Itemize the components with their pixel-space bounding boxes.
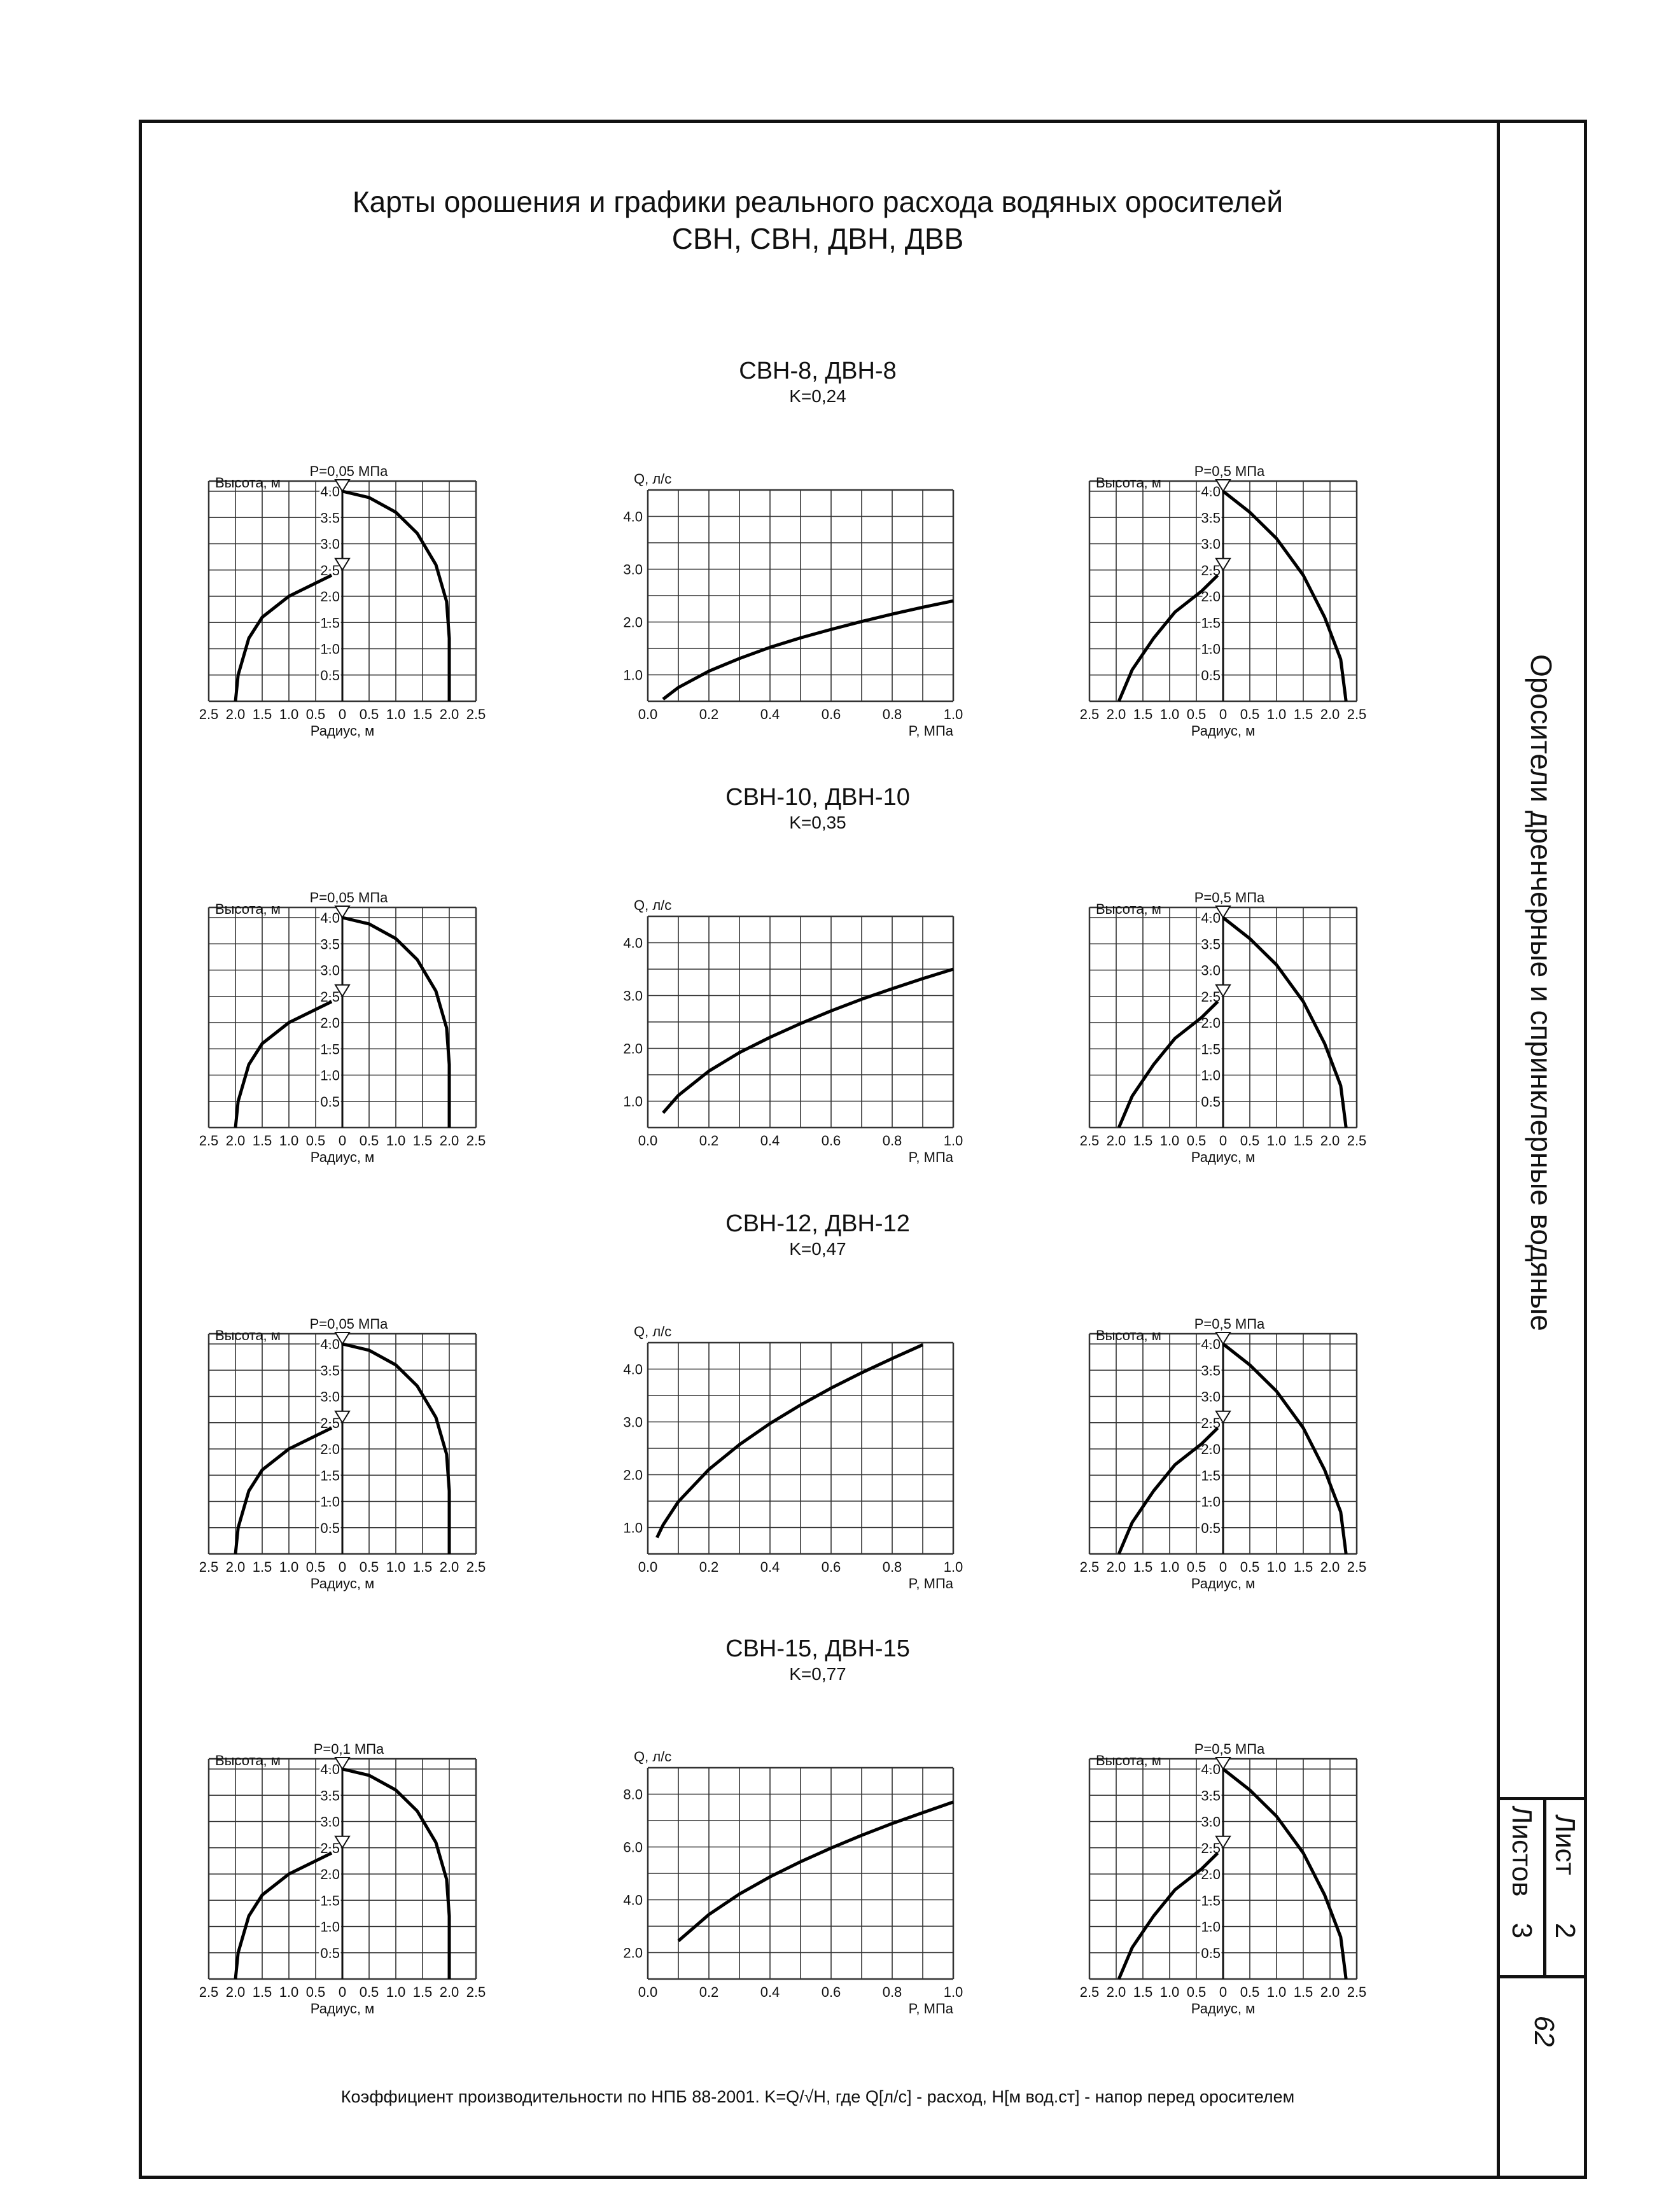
height-tick-label: 3.5 [1201,936,1221,953]
height-tick-label: 2.0 [1201,1866,1221,1882]
radius-tick-label: 1.5 [1133,706,1153,722]
radius-tick-label: 1.5 [1293,1559,1313,1575]
flow-chart [597,879,991,1165]
section-k: K=0,47 [789,1239,846,1259]
q-tick-label: 6.0 [623,1839,643,1856]
height-tick-label: 2.5 [1201,1840,1221,1856]
height-tick-label: 3.5 [1201,510,1221,526]
title-line-2: СВН, СВН, ДВН, ДВВ [671,222,964,255]
p-tick-label: 0.6 [821,706,841,722]
section-name: СВН-10, ДВН-10 [725,784,910,811]
height-tick-label: 1.5 [1201,1892,1221,1909]
q-axis-label: Q, л/с [634,1749,672,1765]
height-tick-label: 2.0 [1201,589,1221,605]
radius-axis-label: Радиус, м [310,1149,375,1165]
height-axis-label: Высота, м [1096,1327,1161,1343]
height-tick-label: 1.0 [1201,641,1221,657]
radius-tick-label: 2.5 [1079,706,1100,722]
p-axis-label: P, МПа [908,723,953,739]
radius-tick-label: 0.5 [1240,1984,1260,2000]
radius-tick-label: 2.0 [225,1559,246,1575]
section-k: K=0,77 [789,1664,846,1684]
radius-axis-label: Радиус, м [1191,1576,1256,1591]
height-tick-label: 0.5 [1201,1093,1221,1110]
radius-tick-label: 1.0 [1266,1984,1287,2000]
flow-chart [597,1306,991,1591]
radius-axis-label: Радиус, м [310,723,375,739]
flow-curve [657,1345,923,1537]
section-heading-1 [139,358,1497,407]
radius-tick-label: 2.0 [225,706,246,722]
radius-tick-label: 2.5 [1079,1984,1100,2000]
handwritten-page-number: 62 [1528,2015,1560,2046]
q-tick-label: 1.0 [623,1093,643,1110]
radius-axis-label: Радиус, м [310,2001,375,2017]
radius-tick-label: 2.0 [439,1559,459,1575]
height-tick-label: 2.0 [320,1441,340,1457]
height-tick-label: 3.0 [320,536,340,552]
radius-tick-label: 0.5 [359,706,379,722]
pressure-label: P=0,5 МПа [1194,1741,1265,1757]
height-tick-label: 4.0 [1201,1761,1221,1777]
height-tick-label: 4.0 [320,910,340,926]
p-tick-label: 0.2 [699,1133,719,1149]
q-axis-label: Q, л/с [634,1324,672,1339]
height-tick-label: 3.0 [1201,1814,1221,1830]
height-tick-label: 2.0 [1201,1015,1221,1031]
height-tick-label: 1.5 [320,1467,340,1484]
p-tick-label: 0.0 [638,1559,658,1575]
height-tick-label: 4.0 [320,1336,340,1352]
flow-curve [663,601,953,699]
radius-tick-label: 1.5 [1293,1984,1313,2000]
radius-tick-label: 2.0 [439,1133,459,1149]
pressure-label: P=0,5 МПа [1194,463,1265,479]
radius-tick-label: 1.0 [279,1559,299,1575]
height-tick-label: 0.5 [1201,1945,1221,1961]
height-tick-label: 0.5 [320,1520,340,1536]
spray-curve-inner [235,1428,332,1554]
p-tick-label: 0.4 [760,706,780,722]
radius-tick-label: 1.5 [1293,1133,1313,1149]
height-tick-label: 1.0 [320,1067,340,1084]
page-number-cell [1500,1975,1587,2083]
spray-map-high-pressure [1045,453,1401,739]
height-tick-label: 2.0 [320,1866,340,1882]
p-tick-label: 0.8 [882,706,902,722]
pressure-label: P=0,5 МПа [1194,1316,1265,1332]
height-tick-label: 0.5 [320,1945,340,1961]
p-tick-label: 1.0 [943,1984,963,2000]
page-title [139,183,1497,257]
q-tick-label: 4.0 [623,1361,643,1378]
radius-tick-label: 2.0 [225,1984,246,2000]
height-tick-label: 2.0 [320,1015,340,1031]
height-tick-label: 2.0 [320,589,340,605]
q-tick-label: 8.0 [623,1786,643,1803]
height-tick-label: 3.0 [1201,1388,1221,1405]
height-tick-label: 2.5 [320,988,340,1005]
radius-tick-label: 2.0 [225,1133,246,1149]
radius-tick-label: 2.0 [1320,1133,1340,1149]
height-tick-label: 1.0 [1201,1919,1221,1935]
radius-tick-label: 1.0 [386,1984,406,2000]
radius-tick-label: 2.5 [1347,1133,1367,1149]
pressure-label: P=0,05 МПа [309,1316,388,1332]
spray-map-low-pressure [164,879,521,1165]
height-tick-label: 1.5 [320,615,340,631]
height-tick-label: 2.5 [1201,562,1221,578]
radius-tick-label: 2.5 [1347,1984,1367,2000]
flow-chart [597,453,991,739]
sheet-number: 2 [1550,1922,1581,1939]
q-tick-label: 2.0 [623,1040,643,1057]
pressure-label: P=0,1 МПа [313,1741,384,1757]
q-tick-label: 3.0 [623,561,643,578]
p-tick-label: 1.0 [943,1133,963,1149]
radius-tick-label: 1.5 [1133,1984,1153,2000]
height-axis-label: Высота, м [1096,475,1161,491]
radius-tick-label: 1.0 [1266,1133,1287,1149]
radius-tick-label: 1.5 [412,1559,433,1575]
height-tick-label: 3.5 [320,510,340,526]
height-tick-label: 2.5 [1201,988,1221,1005]
height-tick-label: 1.5 [1201,1467,1221,1484]
height-tick-label: 3.5 [320,1787,340,1804]
radius-tick-label: 2.0 [439,1984,459,2000]
pressure-label: P=0,05 МПа [309,463,388,479]
radius-tick-label: 0 [338,706,347,722]
radius-tick-label: 2.0 [1320,706,1340,722]
radius-tick-label: 0 [338,1984,347,2000]
section-name: СВН-12, ДВН-12 [725,1210,910,1237]
spray-map-high-pressure [1045,1731,1401,2017]
p-axis-label: P, МПа [908,2001,953,2017]
radius-tick-label: 1.0 [1159,1984,1180,2000]
sheet-cell [1500,1797,1587,1975]
height-tick-label: 0.5 [1201,667,1221,683]
radius-tick-label: 1.5 [412,1984,433,2000]
p-tick-label: 0.6 [821,1133,841,1149]
q-axis-label: Q, л/с [634,897,672,913]
height-tick-label: 1.0 [320,1493,340,1510]
radius-tick-label: 1.5 [252,1133,272,1149]
height-tick-label: 3.5 [320,936,340,953]
pressure-label: P=0,05 МПа [309,890,388,906]
sheet-label: Лист [1550,1814,1581,1875]
height-tick-label: 1.5 [320,1041,340,1058]
p-tick-label: 0.0 [638,1133,658,1149]
q-axis-label: Q, л/с [634,471,672,487]
p-tick-label: 0.4 [760,1984,780,2000]
height-tick-label: 4.0 [1201,910,1221,926]
spray-map-low-pressure [164,1731,521,2017]
radius-tick-label: 0.5 [305,1133,326,1149]
p-tick-label: 0.6 [821,1559,841,1575]
radius-tick-label: 2.0 [1320,1984,1340,2000]
section-k: K=0,24 [789,386,846,406]
p-tick-label: 0.8 [882,1984,902,2000]
spray-curve-inner [235,575,332,701]
radius-tick-label: 0.5 [1240,1559,1260,1575]
radius-tick-label: 1.5 [252,1984,272,2000]
radius-tick-label: 0.5 [305,1559,326,1575]
height-tick-label: 3.0 [320,1814,340,1830]
p-tick-label: 1.0 [943,706,963,722]
flow-curve [663,969,953,1113]
radius-tick-label: 1.5 [412,1133,433,1149]
spray-curve-inner [235,1002,332,1128]
radius-tick-label: 2.5 [199,706,219,722]
radius-tick-label: 2.5 [1079,1133,1100,1149]
p-tick-label: 0.2 [699,1559,719,1575]
sheets-number: 3 [1506,1922,1537,1939]
height-tick-label: 2.0 [1201,1441,1221,1457]
radius-tick-label: 2.5 [1347,706,1367,722]
radius-tick-label: 0 [1219,1133,1228,1149]
radius-tick-label: 1.0 [386,1133,406,1149]
height-tick-label: 1.0 [320,1919,340,1935]
q-tick-label: 1.0 [623,1520,643,1536]
radius-tick-label: 0 [338,1133,347,1149]
q-tick-label: 4.0 [623,935,643,951]
radius-tick-label: 2.5 [466,706,486,722]
radius-tick-label: 2.5 [1347,1559,1367,1575]
section-heading-3 [139,1210,1497,1259]
side-title [1509,547,1573,1438]
height-tick-label: 2.5 [320,1840,340,1856]
q-tick-label: 2.0 [623,614,643,631]
radius-tick-label: 0.5 [359,1133,379,1149]
height-tick-label: 0.5 [320,667,340,683]
radius-tick-label: 0 [338,1559,347,1575]
q-tick-label: 3.0 [623,1414,643,1430]
height-axis-label: Высота, м [215,1327,281,1343]
p-tick-label: 0.0 [638,1984,658,2000]
q-tick-label: 1.0 [623,667,643,683]
p-axis-label: P, МПа [908,1576,953,1591]
sheets-label: Листов [1506,1805,1537,1897]
radius-tick-label: 2.5 [199,1133,219,1149]
height-axis-label: Высота, м [1096,901,1161,917]
height-tick-label: 1.0 [1201,1493,1221,1510]
p-tick-label: 0.8 [882,1559,902,1575]
height-tick-label: 4.0 [320,484,340,500]
radius-tick-label: 2.5 [1079,1559,1100,1575]
p-tick-label: 0.2 [699,1984,719,2000]
radius-tick-label: 2.5 [199,1559,219,1575]
title-line-1: Карты орошения и графики реального расхода водяных оросителей [352,185,1284,218]
radius-axis-label: Радиус, м [1191,2001,1256,2017]
p-tick-label: 0.4 [760,1559,780,1575]
radius-tick-label: 0 [1219,1559,1228,1575]
height-tick-label: 2.5 [320,1415,340,1431]
radius-tick-label: 0.5 [1186,1984,1207,2000]
q-tick-label: 4.0 [623,508,643,525]
height-tick-label: 3.0 [1201,536,1221,552]
height-tick-label: 3.5 [1201,1362,1221,1379]
section-name: СВН-8, ДВН-8 [739,358,897,384]
height-tick-label: 0.5 [320,1093,340,1110]
radius-tick-label: 2.5 [466,1559,486,1575]
p-tick-label: 0.0 [638,706,658,722]
pressure-label: P=0,5 МПа [1194,890,1265,906]
height-tick-label: 3.0 [320,962,340,979]
height-tick-label: 4.0 [320,1761,340,1777]
q-tick-label: 2.0 [623,1945,643,1961]
radius-tick-label: 0 [1219,706,1228,722]
height-tick-label: 0.5 [1201,1520,1221,1536]
radius-tick-label: 0.5 [1186,1559,1207,1575]
radius-tick-label: 0.5 [1240,706,1260,722]
radius-tick-label: 2.0 [1106,1559,1126,1575]
spray-map-low-pressure [164,1306,521,1591]
height-tick-label: 1.0 [320,641,340,657]
radius-tick-label: 2.0 [1106,1984,1126,2000]
p-tick-label: 0.2 [699,706,719,722]
section-heading-2 [139,784,1497,833]
height-tick-label: 2.5 [1201,1415,1221,1431]
radius-tick-label: 2.0 [1106,706,1126,722]
height-tick-label: 1.0 [1201,1067,1221,1084]
flow-chart [597,1731,991,2017]
p-tick-label: 0.6 [821,1984,841,2000]
footnote: Коэффициент производительности по НПБ 88-2001. K=Q/√H, где Q[л/с] - расход, H[м вод.ст] - напор перед оросителем [340,2087,1295,2106]
radius-tick-label: 2.0 [1320,1559,1340,1575]
height-tick-label: 4.0 [1201,484,1221,500]
spray-curve-inner [235,1853,332,1979]
radius-tick-label: 0.5 [1240,1133,1260,1149]
radius-tick-label: 1.0 [386,1559,406,1575]
height-tick-label: 3.5 [320,1362,340,1379]
radius-tick-label: 0 [1219,1984,1228,2000]
radius-axis-label: Радиус, м [310,1576,375,1591]
radius-axis-label: Радиус, м [1191,1149,1256,1165]
height-tick-label: 1.5 [320,1892,340,1909]
height-tick-label: 3.5 [1201,1787,1221,1804]
height-axis-label: Высота, м [215,901,281,917]
height-tick-label: 1.5 [1201,615,1221,631]
radius-tick-label: 0.5 [305,1984,326,2000]
radius-tick-label: 0.5 [359,1559,379,1575]
radius-tick-label: 0.5 [359,1984,379,2000]
height-axis-label: Высота, м [1096,1752,1161,1768]
radius-tick-label: 1.0 [1159,706,1180,722]
height-tick-label: 1.5 [1201,1041,1221,1058]
section-name: СВН-15, ДВН-15 [725,1635,910,1662]
q-tick-label: 3.0 [623,988,643,1004]
radius-tick-label: 1.0 [279,1984,299,2000]
spray-map-low-pressure [164,453,521,739]
radius-tick-label: 0.5 [1186,706,1207,722]
p-tick-label: 0.8 [882,1133,902,1149]
radius-tick-label: 1.0 [1266,706,1287,722]
radius-tick-label: 2.5 [466,1984,486,2000]
height-tick-label: 3.0 [320,1388,340,1405]
height-tick-label: 3.0 [1201,962,1221,979]
radius-tick-label: 2.0 [1106,1133,1126,1149]
spray-map-high-pressure [1045,879,1401,1165]
radius-tick-label: 2.5 [199,1984,219,2000]
height-axis-label: Высота, м [215,1752,281,1768]
q-tick-label: 2.0 [623,1467,643,1483]
height-axis-label: Высота, м [215,475,281,491]
radius-tick-label: 1.5 [1133,1559,1153,1575]
radius-tick-label: 1.5 [252,706,272,722]
q-tick-label: 4.0 [623,1892,643,1908]
radius-tick-label: 1.0 [386,706,406,722]
radius-tick-label: 1.0 [279,706,299,722]
section-k: K=0,35 [789,813,846,832]
section-heading-4 [139,1635,1497,1684]
p-tick-label: 0.4 [760,1133,780,1149]
spray-map-high-pressure [1045,1306,1401,1591]
radius-tick-label: 1.0 [1159,1133,1180,1149]
radius-tick-label: 0.5 [1186,1133,1207,1149]
radius-tick-label: 1.5 [1133,1133,1153,1149]
side-title-text: Оросители дренчерные и спринклерные водяные [1525,654,1558,1331]
radius-tick-label: 2.0 [439,706,459,722]
radius-tick-label: 1.5 [412,706,433,722]
height-tick-label: 4.0 [1201,1336,1221,1352]
radius-tick-label: 2.5 [466,1133,486,1149]
radius-tick-label: 1.0 [1159,1559,1180,1575]
radius-axis-label: Радиус, м [1191,723,1256,739]
flow-curve [678,1802,953,1941]
p-axis-label: P, МПа [908,1149,953,1165]
radius-tick-label: 1.5 [1293,706,1313,722]
p-tick-label: 1.0 [943,1559,963,1575]
radius-tick-label: 1.0 [279,1133,299,1149]
radius-tick-label: 1.5 [252,1559,272,1575]
height-tick-label: 2.5 [320,562,340,578]
radius-tick-label: 0.5 [305,706,326,722]
radius-tick-label: 1.0 [1266,1559,1287,1575]
